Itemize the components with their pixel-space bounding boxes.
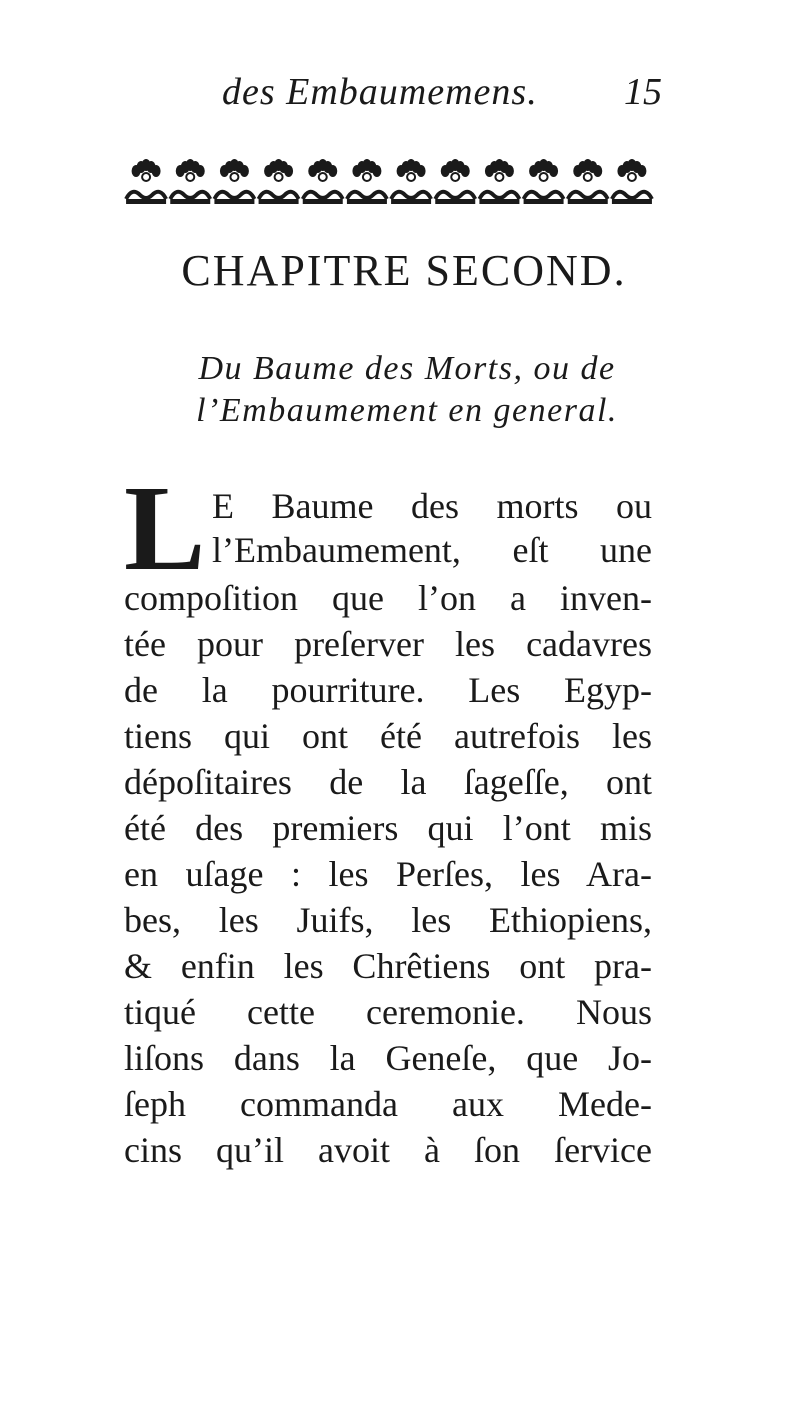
- body-line: dépoſitaires de la ſageſſe, ont: [124, 762, 652, 802]
- body-line: & enfin les Chrêtiens ont pra-: [124, 946, 652, 986]
- running-head: [222, 70, 662, 120]
- body-line: tée pour preſerver les cadavres: [124, 624, 652, 664]
- fleuron-unit-icon: [303, 159, 343, 204]
- fleuron-unit-icon: [479, 159, 519, 204]
- body-line: l’Embaumement, eſt une: [212, 530, 652, 570]
- chapter-subtitle-line-2: l’Embaumement en general.: [196, 392, 618, 429]
- body-line: tiqué cette ceremonie. Nous: [124, 992, 652, 1032]
- fleuron-unit-icon: [214, 159, 254, 204]
- fleuron-unit-icon: [259, 159, 299, 204]
- fleuron-unit-icon: [391, 159, 431, 204]
- running-title: des Embaumemens.: [222, 71, 538, 113]
- fleuron-unit-icon: [126, 159, 166, 204]
- body-line: tiens qui ont été autrefois les: [124, 716, 652, 756]
- fleuron-unit-icon: [524, 159, 564, 204]
- body-line: cins qu’il avoit à ſon ſervice: [124, 1130, 652, 1170]
- fleuron-unit-icon: [568, 159, 608, 204]
- fleuron-unit-icon: [435, 159, 475, 204]
- body-line: E Baume des morts ou: [212, 486, 652, 526]
- body-line: ſeph commanda aux Mede-: [124, 1084, 652, 1124]
- body-line: en uſage : les Perſes, les Ara-: [124, 854, 652, 894]
- body-line: liſons dans la Geneſe, que Jo-: [124, 1038, 652, 1078]
- page-number: 15: [624, 71, 662, 113]
- body-line: bes, les Juifs, les Ethiopiens,: [124, 900, 652, 940]
- floral-ornament-icon: [124, 155, 654, 210]
- chapter-subtitle-line-1: Du Baume des Morts, ou de: [198, 350, 616, 387]
- fleuron-unit-icon: [170, 159, 210, 204]
- body-line: été des premiers qui l’ont mis: [124, 808, 652, 848]
- fleuron-unit-icon: [612, 159, 652, 204]
- body-line: de la pourriture. Les Egyp-: [124, 670, 652, 710]
- body-line: compoſition que l’on a inven-: [124, 578, 652, 618]
- chapter-title: CHAPITRE SECOND.: [181, 246, 627, 295]
- drop-cap: L: [124, 461, 206, 596]
- fleuron-unit-icon: [347, 159, 387, 204]
